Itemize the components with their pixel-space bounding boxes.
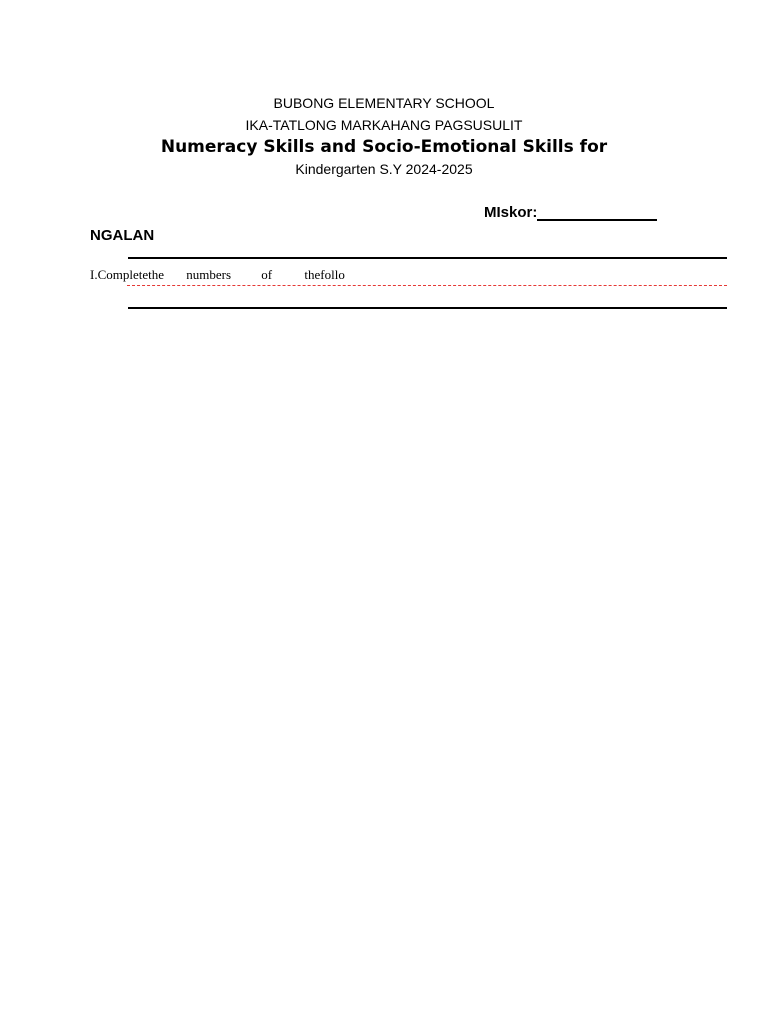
spellcheck-underline [127, 285, 727, 286]
subject-title: Numeracy Skills and Socio-Emotional Skills for [160, 137, 608, 157]
school-name: BUBONG ELEMENTARY SCHOOL [273, 95, 495, 111]
instruction-text [90, 267, 345, 283]
score-label: MIskor: [484, 204, 538, 221]
name-label: NGALAN [90, 227, 155, 244]
instruction-rule-line [128, 307, 727, 309]
grade-and-school-year: Kindergarten S.Y 2024-2025 [295, 161, 473, 177]
exam-title: IKA-TATLONG MARKAHANG PAGSUSULIT [245, 117, 523, 133]
name-answer-line[interactable] [128, 257, 727, 259]
instruction-word: numbers [186, 267, 232, 282]
instruction-word: thefollo [304, 267, 345, 282]
score-blank-line[interactable] [537, 204, 657, 221]
instruction-word: I.Completethe [90, 267, 165, 282]
score-field [484, 204, 657, 221]
instruction-word: of [261, 267, 273, 282]
